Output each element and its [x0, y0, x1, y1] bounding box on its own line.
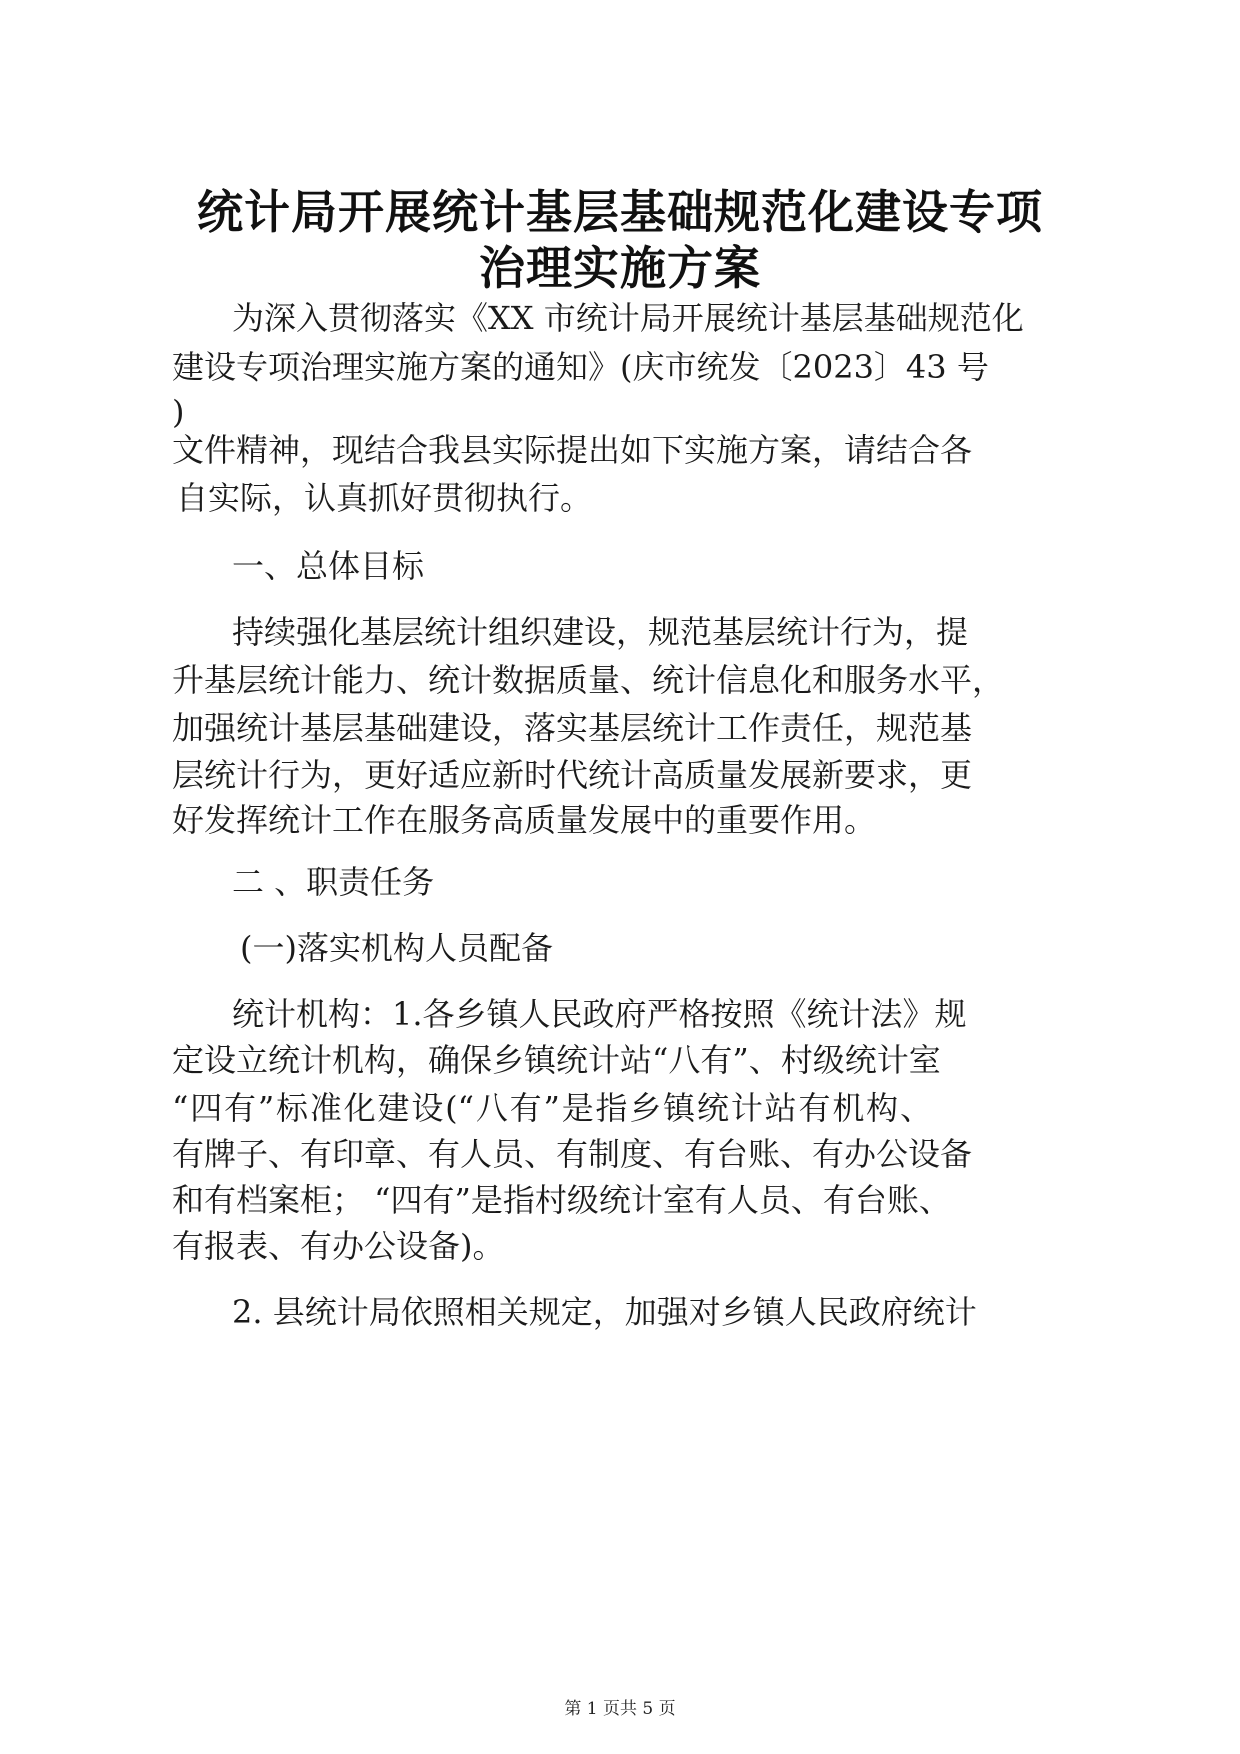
- subsection-1-line-1: 统计机构：1.各乡镇人民政府严格按照《统计法》规: [232, 995, 967, 1033]
- document-title-line-2: 治理实施方案: [479, 241, 761, 295]
- section-2-heading: 二 、职责任务: [232, 863, 435, 901]
- subsection-1-line-3: “四有”标准化建设(“八有”是指乡镇统计站有机构、: [172, 1089, 932, 1127]
- section-1-line-3: 加强统计基层基础建设，落实基层统计工作责任，规范基: [172, 709, 973, 747]
- section-1-line-2: 升基层统计能力、统计数据质量、统计信息化和服务水平，: [172, 661, 1005, 699]
- intro-line-5: 自实际，认真抓好贯彻执行。: [176, 479, 593, 517]
- intro-line-3: ): [172, 393, 185, 431]
- page-footer: 第 1 页共 5 页: [564, 1699, 676, 1719]
- intro-line-2: 建设专项治理实施方案的通知》(庆市统发〔2023〕43 号: [172, 348, 989, 386]
- subsection-1-line-4: 有牌子、有印章、有人员、有制度、有台账、有办公设备: [172, 1135, 973, 1173]
- intro-line-4: 文件精神，现结合我县实际提出如下实施方案，请结合各: [172, 431, 973, 469]
- subsection-1-heading: (一)落实机构人员配备: [240, 929, 553, 967]
- section-1-line-1: 持续强化基层统计组织建设，规范基层统计行为，提: [232, 613, 969, 651]
- subsection-1-line-6: 有报表、有办公设备)。: [172, 1227, 505, 1265]
- subsection-1-line-2: 定设立统计机构，确保乡镇统计站“八有”、村级统计室: [172, 1041, 941, 1079]
- intro-line-1: 为深入贯彻落实《XX 市统计局开展统计基层基础规范化: [232, 299, 1024, 337]
- document-title-line-1: 统计局开展统计基层基础规范化建设专项: [197, 185, 1043, 239]
- subsection-1-line-5: 和有档案柜； “四有”是指村级统计室有人员、有台账、: [172, 1181, 951, 1219]
- item-2-line-1: 2. 县统计局依照相关规定，加强对乡镇人民政府统计: [232, 1293, 977, 1331]
- section-1-heading: 一、总体目标: [232, 547, 425, 585]
- section-1-line-5: 好发挥统计工作在服务高质量发展中的重要作用。: [172, 801, 877, 839]
- section-1-line-4: 层统计行为，更好适应新时代统计高质量发展新要求，更: [172, 756, 973, 794]
